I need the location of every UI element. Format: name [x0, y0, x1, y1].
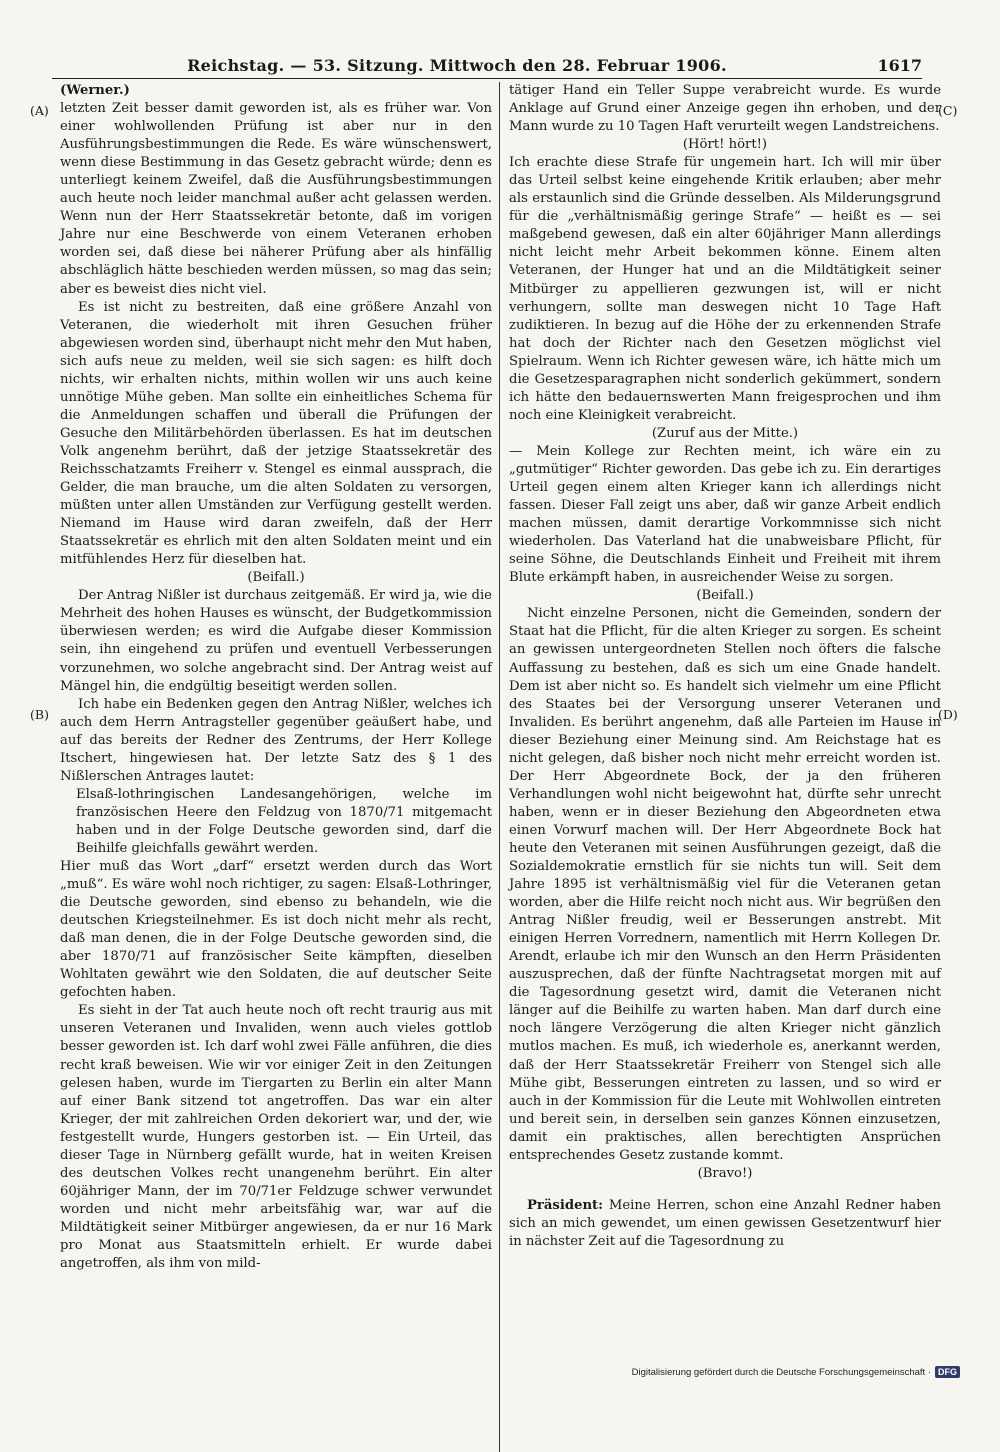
dfg-logo: DFG: [935, 1366, 960, 1378]
paragraph: Ich habe ein Bedenken gegen den Antrag Nißler, welches ich auch dem Herrn Antragsteller gegenüber geäußert habe, und auf das bereits der Redner des Zentrums, der Herr Kollege Itschert, hingewiesen hat. Der letzte Satz des § 1 des Nißlerschen Antrages lautet:: [60, 696, 492, 784]
footer-credit: Digitalisierung gefördert durch die Deutsche Forschungsgemeinschaft ·: [631, 1366, 931, 1378]
speaker-name: (Werner.): [60, 83, 130, 98]
president-label: Präsident:: [527, 1197, 604, 1213]
right-column: [509, 82, 941, 1251]
paragraph: Ich erachte diese Strafe für ungemein hart. Ich will mir über das Urteil selbst keine eingehende Kritik erlauben; aber mehr als erstaunlich sind die Gründe desselben. Als Milderungsgrund für die „verhältnismäßig geringe Strafe“ — heißt es — sei maßgebend gewesen, daß ein alter 60jähriger Mann allerdings nicht leicht mehr Arbeit bekommen könne. Einem alten Veteranen, der Hunger hat und an die Mildtätigkeit seiner Mitbürger zu appellieren gezwungen ist, will er nicht verhungern, sollte man deswegen nicht 10 Tage Haft zudiktieren. In bezug auf die Höhe der zu erkennenden Strafe hat doch der Richter nach den Gesetzen möglichst viel Spielraum. Wenn ich Richter gewesen wäre, ich hätte mich um die Gesetzesparagraphen nicht sonderlich gekümmert, sondern ich hätte den bedauernswerten Mann freigesprochen und ihm noch eine Kleinigkeit verabreicht.: [509, 155, 941, 423]
paragraph: Es ist nicht zu bestreiten, daß eine größere Anzahl von Veteranen, die wiederholt mit ihren Gesuchen früher abgewiesen worden sind, überhaupt nicht mehr den Mut haben, sich aufs neue zu melden, weil sie sich sagen: es hilft doch nichts, wir erhalten nichts, mithin wollen wir uns auch keine unnötige Mühe geben. Man sollte ein einheitliches Schema für die Anmeldungen schaffen und überall die Prüfungen der Gesuche den Militärbehörden überlassen. Es hat im deutschen Volk angenehm berührt, daß der jetzige Staatssekretär des Reichsschatzamts Freiherr v. Stengel es einmal aussprach, die Gelder, die man brauche, um die alten Soldaten zu versorgen, müßten unter allen Umständen zur Verfügung gestellt werden. Niemand im Hause wird daran zweifeln, daß der Herr Staatssekretär es ehrlich mit den alten Soldaten meint und ein mitfühlendes Herz für dieselben hat.: [60, 299, 492, 568]
president-paragraph: [509, 1197, 941, 1251]
margin-marker-b: (B): [30, 707, 49, 722]
paragraph: Der Antrag Nißler ist durchaus zeitgemäß. Er wird ja, wie die Mehrheit des hohen Hauses es wünscht, der Budgetkommission überwiesen werden; es wird die Aufgabe dieser Kommission sein, ihn eingehend zu prüfen und eventuell Verbesserungen vorzunehmen, wo solche angebracht sind. Der Antrag weist auf Mängel hin, die endgültig beseitigt werden sollen.: [60, 588, 492, 694]
interjection: (Hört! hört!): [682, 137, 768, 153]
paragraph: Nicht einzelne Personen, nicht die Gemeinden, sondern der Staat hat die Pflicht, für die alten Krieger zu sorgen. Es scheint an gewissen untergeordneten Stellen noch öfters die falsche Auffassung zu bestehen, daß es sich um eine Gnade handelt. Dem ist aber nicht so. Es handelt sich vielmehr um eine Pflicht des Staates bei der Versorgung unserer Veteranen und Invaliden. Es berührt angenehm, daß alle Parteien im Hause in dieser Beziehung einer Meinung sind. Am Reichstage hat es nicht gelegen, daß bisher noch nicht mehr erreicht worden ist. Der Herr Abgeordnete Bock, der ja den früheren Verhandlungen wohl nicht beigewohnt hat, dürfte sehr unrecht haben, wenn er in dieser Beziehung den Abgeordneten etwa einen Vorwurf machen will. Der Herr Abgeordnete Bock hat heute den Veteranen mit seinen Ausführungen gezeigt, daß die Sozialdemokratie ernstlich für sie nichts tun will. Seit dem Jahre 1895 ist verhältnismäßig viel für die Veteranen getan worden, aber die Hilfe reicht noch nicht aus. Wir begrüßen den Antrag Nißler freudig, weil er Besserungen anstrebt. Mit einigen Herren Vorrednern, namentlich mit Herrn Kollegen Dr. Arendt, erlaube ich mir den Wunsch an den Herrn Präsidenten auszusprechen, daß der fünfte Nachtragsetat morgen mit auf die Tagesordnung gesetzt wird, damit die Veteranen nicht länger auf die Beihilfe zu warten haben. Man darf durch eine noch längere Verzögerung die alten Krieger nicht gänzlich mutlos machen. Es muß, ich wiederhole es, anerkannt werden, daß der Herr Staatssekretär Freiherr von Stengel sich alle Mühe gibt, Besserungen eintreten zu lassen, und so wird er auch in der Kommission für die Leute mit Wohlwollen eintreten und bereit sein, in derselben sein ganzes Können einzusetzen, damit ein praktisches, allen berechtigten Ansprüchen entsprechendes Gesetz zustande kommt.: [509, 606, 941, 1163]
margin-marker-c: (C): [938, 103, 958, 118]
quoted-text: Elsaß-lothringischen Landesangehörigen, welche im französischen Heere den Feldzug von 1870/71 mitgemacht haben und in der Folge Deutsche geworden sind, darf die Beihilfe gleichfalls gewährt werden.: [76, 786, 492, 856]
header-title: Reichstag. — 53. Sitzung. Mittwoch den 28. Februar 1906.: [187, 56, 727, 75]
interjection: (Zuruf aus der Mitte.): [651, 425, 799, 441]
page-header: [52, 56, 922, 79]
president-text: Meine Herren, schon eine Anzahl Redner haben sich an mich gewendet, um einen gewissen Gesetzentwurf hier in nächster Zeit auf die Tagesordnung zu: [509, 1197, 941, 1249]
margin-marker-a: (A): [30, 103, 49, 118]
paragraph: tätiger Hand ein Teller Suppe verabreicht wurde. Es wurde Anklage auf Grund einer Anzeige gegen ihn erhoben, und der Mann wurde zu 10 Tagen Haft verurteilt wegen Landstreichens.: [509, 83, 941, 135]
interjection: (Beifall.): [247, 570, 305, 586]
paragraph: Es sieht in der Tat auch heute noch oft recht traurig aus mit unseren Veteranen und Invaliden, wenn auch vieles gottlob besser geworden ist. Ich darf wohl zwei Fälle anführen, die dies recht kraß beweisen. Wie wir vor einiger Zeit in den Zeitungen gelesen haben, wurde im Tiergarten zu Berlin ein alter Mann auf einer Bank sitzend tot angetroffen. Das war ein alter Krieger, der mit zahlreichen Orden dekoriert war, und der, wie festgestellt wurde, Hungers gestorben ist. — Ein Urteil, das dieser Tage in Nürnberg gefällt wurde, hat in weiten Kreisen des deutschen Volkes recht unangenehm berührt. Ein alter 60jähriger Mann, der im 70/71er Feldzuge schwer verwundet worden und nicht mehr arbeitsfähig war, war auf die Mildtätigkeit seiner Mitbürger angewiesen, da er nur 16 Mark pro Monat aus Staatsmitteln erhielt. Er wurde dabei angetroffen, als ihm von mild-: [60, 1003, 492, 1272]
column-divider: [499, 82, 500, 1452]
paragraph: — Mein Kollege zur Rechten meint, ich wäre ein zu „gutmütiger“ Richter geworden. Das gebe ich zu. Ein derartiges Urteil gegen einem alten Krieger kann ich allerdings nicht fassen. Dieser Fall zeigt uns aber, daß wir ganze Arbeit endlich machen müssen, damit derartige Vorkommnisse sich nicht wiederholen. Das Vaterland hat die unabweisbare Pflicht, für seine Söhne, die Deutschlands Einheit und Freiheit mit ihrem Blute erkämpft haben, in ausreichender Weise zu sorgen.: [509, 443, 941, 586]
page-number: 1617: [877, 56, 922, 75]
paragraph: letzten Zeit besser damit geworden ist, als es früher war. Von einer wohlwollenden Prüfung ist aber nur in den Ausführungsbestimmungen die Rede. Es wäre wünschenswert, wenn diese Bestimmung in das Gesetz gebracht würde; denn es unterliegt keinem Zweifel, daß die Ausführungsbestimmungen auch heute noch leider manchmal außer acht gelassen werden. Wenn nun der Herr Staatssekretär betonte, daß im vorigen Jahre nur eine Beschwerde von einem Veteranen erhoben worden sei, daß diese bei näherer Prüfung aber als hinfällig abschläglich hätte beschieden werden müssen, so mag das sein; aber es beweist dies nicht viel.: [60, 101, 492, 297]
interjection: (Beifall.): [696, 588, 754, 604]
margin-marker-d: (D): [938, 707, 958, 722]
paragraph: Hier muß das Wort „darf“ ersetzt werden durch das Wort „muß“. Es wäre wohl noch richtiger, zu sagen: Elsaß-Lothringer, die Deutsche geworden, sind ebenso zu behandeln, wie die deutschen Kriegsteilnehmer. Es ist doch nicht mehr als recht, daß man denen, die in der Folge Deutsche geworden sind, die aber 1870/71 auf französischer Seite kämpften, dieselben Wohltaten gewährt wie den Soldaten, die auf deutscher Seite gefochten haben.: [60, 859, 493, 1001]
left-column: [60, 82, 492, 1273]
interjection: (Bravo!): [697, 1165, 753, 1181]
footer: [632, 1366, 960, 1378]
